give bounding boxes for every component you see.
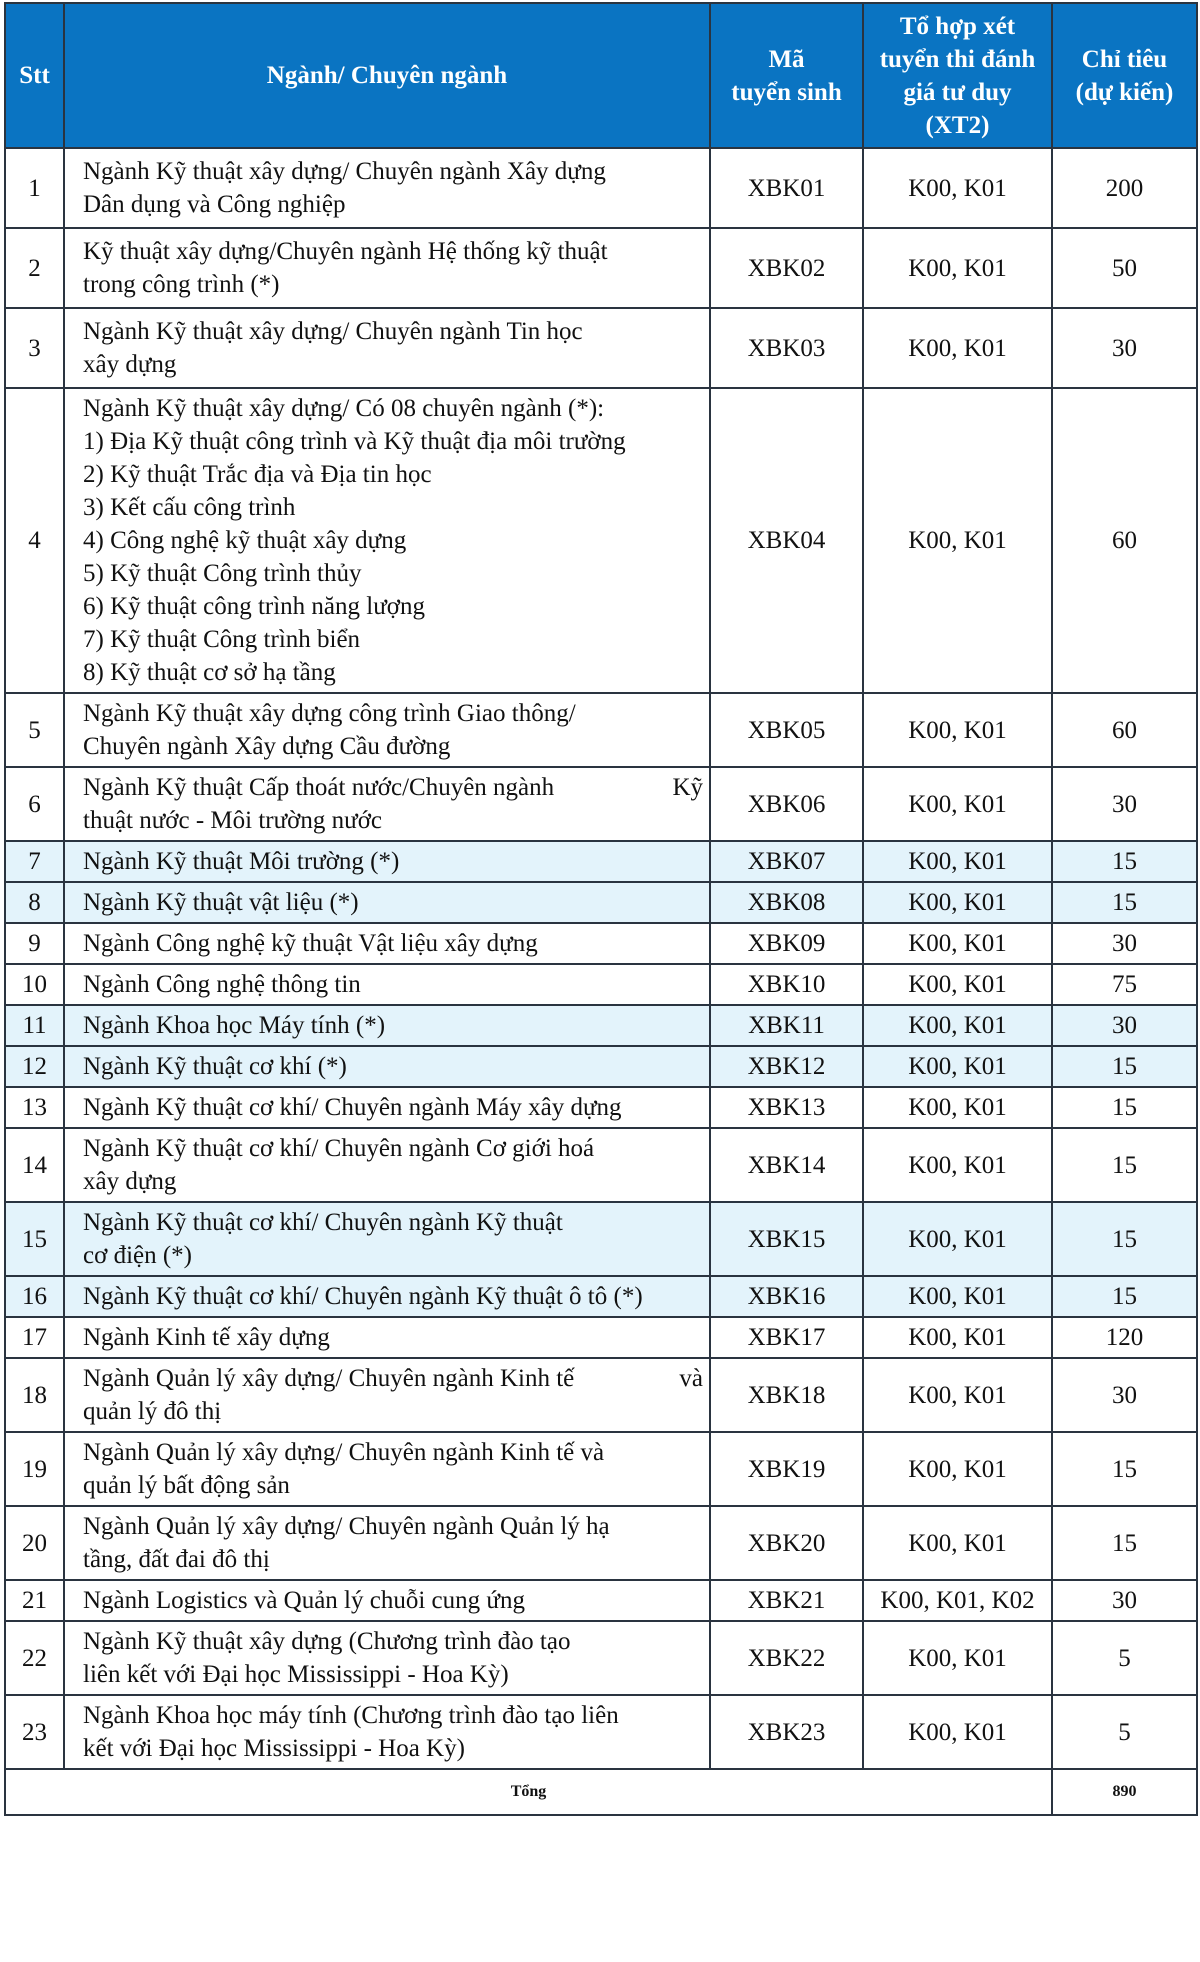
- nganh-line: 7) Kỹ thuật Công trình biển: [83, 626, 361, 653]
- nganh-line: Ngành Kỹ thuật xây dựng/ Có 08 chuyên ngành (*):: [83, 395, 605, 422]
- table-row: [5, 923, 1197, 964]
- row-chi-tieu: 200: [1052, 148, 1197, 228]
- nganh-line: thuật nước - Môi trường nước: [83, 807, 383, 834]
- row-stt: 20: [5, 1506, 64, 1580]
- nganh-line: Ngành Công nghệ thông tin: [83, 971, 361, 998]
- nganh-line-part: và: [679, 1365, 703, 1392]
- header-stt: Stt: [5, 3, 64, 148]
- nganh-line-part: Ngành Quản lý xây dựng/ Chuyên ngành Kinh tế: [83, 1365, 575, 1392]
- row-to-hop: K00, K01: [863, 1276, 1052, 1317]
- row-to-hop: K00, K01: [863, 767, 1052, 841]
- table-row: [5, 1202, 1197, 1276]
- nganh-line: Ngành Kỹ thuật cơ khí/ Chuyên ngành Cơ giới hoá: [83, 1135, 595, 1162]
- nganh-line: Dân dụng và Công nghiệp: [83, 191, 346, 218]
- row-to-hop: K00, K01: [863, 228, 1052, 308]
- table-row: [5, 1432, 1197, 1506]
- nganh-line: Ngành Kỹ thuật xây dựng (Chương trình đào tạo: [83, 1628, 571, 1655]
- row-nganh: [64, 1621, 710, 1695]
- table-row: [5, 1695, 1197, 1769]
- table-row: [5, 1317, 1197, 1358]
- nganh-line: Ngành Kỹ thuật vật liệu (*): [83, 889, 359, 916]
- nganh-line: Ngành Kỹ thuật cơ khí/ Chuyên ngành Kỹ thuật: [83, 1209, 563, 1236]
- nganh-line: Kỹ thuật xây dựng/Chuyên ngành Hệ thống kỹ thuật: [83, 238, 608, 265]
- row-to-hop: K00, K01: [863, 308, 1052, 388]
- row-stt: 17: [5, 1317, 64, 1358]
- table-row: [5, 1128, 1197, 1202]
- row-ma-tuyen-sinh: XBK23: [710, 1695, 863, 1769]
- table-row: [5, 964, 1197, 1005]
- row-nganh: [64, 1046, 710, 1087]
- row-nganh: [64, 767, 710, 841]
- table-row: [5, 693, 1197, 767]
- row-nganh: [64, 1506, 710, 1580]
- row-stt: 11: [5, 1005, 64, 1046]
- nganh-line: Ngành Kỹ thuật xây dựng/ Chuyên ngành Xây dựng: [83, 158, 606, 185]
- row-stt: 9: [5, 923, 64, 964]
- row-stt: 5: [5, 693, 64, 767]
- row-nganh: [64, 1432, 710, 1506]
- row-to-hop: K00, K01: [863, 1358, 1052, 1432]
- header-nganh: Ngành/ Chuyên ngành: [64, 3, 710, 148]
- nganh-line: 4) Công nghệ kỹ thuật xây dựng: [83, 527, 407, 554]
- table-row: [5, 228, 1197, 308]
- nganh-line: 8) Kỹ thuật cơ sở hạ tầng: [83, 659, 336, 686]
- row-ma-tuyen-sinh: XBK04: [710, 388, 863, 693]
- nganh-line: [83, 1362, 703, 1395]
- row-nganh: [64, 841, 710, 882]
- row-stt: 1: [5, 148, 64, 228]
- table-row: [5, 1005, 1197, 1046]
- row-ma-tuyen-sinh: XBK06: [710, 767, 863, 841]
- nganh-line: Ngành Kỹ thuật xây dựng/ Chuyên ngành Tin học: [83, 318, 583, 345]
- nganh-line: Ngành Khoa học máy tính (Chương trình đào tạo liên: [83, 1702, 619, 1729]
- row-chi-tieu: 15: [1052, 1128, 1197, 1202]
- nganh-line: 5) Kỹ thuật Công trình thủy: [83, 560, 362, 587]
- table-row: [5, 308, 1197, 388]
- row-chi-tieu: 15: [1052, 1506, 1197, 1580]
- row-stt: 7: [5, 841, 64, 882]
- table-row: [5, 1358, 1197, 1432]
- nganh-line: Ngành Logistics và Quản lý chuỗi cung ứng: [83, 1587, 525, 1614]
- admission-table-container: [4, 2, 1196, 1816]
- total-label: Tổng: [5, 1769, 1052, 1815]
- total-value: 890: [1052, 1769, 1197, 1815]
- row-ma-tuyen-sinh: XBK09: [710, 923, 863, 964]
- row-nganh: [64, 388, 710, 693]
- row-stt: 13: [5, 1087, 64, 1128]
- row-ma-tuyen-sinh: XBK22: [710, 1621, 863, 1695]
- nganh-line: kết với Đại học Mississippi - Hoa Kỳ): [83, 1735, 465, 1762]
- row-to-hop: K00, K01: [863, 693, 1052, 767]
- row-chi-tieu: 5: [1052, 1695, 1197, 1769]
- nganh-line: [83, 771, 703, 804]
- admission-quota-table: [4, 2, 1198, 1816]
- row-ma-tuyen-sinh: XBK20: [710, 1506, 863, 1580]
- row-ma-tuyen-sinh: XBK18: [710, 1358, 863, 1432]
- row-nganh: [64, 1128, 710, 1202]
- nganh-line: 2) Kỹ thuật Trắc địa và Địa tin học: [83, 461, 432, 488]
- row-to-hop: K00, K01: [863, 1202, 1052, 1276]
- nganh-line: quản lý bất động sản: [83, 1472, 290, 1499]
- nganh-line-part: Ngành Kỹ thuật Cấp thoát nước/Chuyên ngành: [83, 774, 555, 801]
- nganh-line: 1) Địa Kỹ thuật công trình và Kỹ thuật địa môi trường: [83, 428, 626, 455]
- nganh-line: quản lý đô thị: [83, 1398, 222, 1425]
- table-row: [5, 1087, 1197, 1128]
- row-chi-tieu: 120: [1052, 1317, 1197, 1358]
- row-chi-tieu: 15: [1052, 1087, 1197, 1128]
- table-row: [5, 1580, 1197, 1621]
- row-ma-tuyen-sinh: XBK11: [710, 1005, 863, 1046]
- nganh-line: 6) Kỹ thuật công trình năng lượng: [83, 593, 425, 620]
- row-to-hop: K00, K01, K02: [863, 1580, 1052, 1621]
- nganh-line: liên kết với Đại học Mississippi - Hoa Kỳ): [83, 1661, 509, 1688]
- row-stt: 22: [5, 1621, 64, 1695]
- row-ma-tuyen-sinh: XBK05: [710, 693, 863, 767]
- row-chi-tieu: 50: [1052, 228, 1197, 308]
- row-nganh: [64, 1695, 710, 1769]
- row-stt: 3: [5, 308, 64, 388]
- row-to-hop: K00, K01: [863, 923, 1052, 964]
- row-stt: 23: [5, 1695, 64, 1769]
- row-stt: 21: [5, 1580, 64, 1621]
- table-row: [5, 882, 1197, 923]
- nganh-line: xây dựng: [83, 351, 177, 378]
- row-stt: 18: [5, 1358, 64, 1432]
- nganh-line: Ngành Khoa học Máy tính (*): [83, 1012, 386, 1039]
- row-to-hop: K00, K01: [863, 1005, 1052, 1046]
- nganh-line: Ngành Kinh tế xây dựng: [83, 1324, 330, 1351]
- row-to-hop: K00, K01: [863, 882, 1052, 923]
- nganh-line: Ngành Kỹ thuật cơ khí (*): [83, 1053, 347, 1080]
- row-ma-tuyen-sinh: XBK15: [710, 1202, 863, 1276]
- row-to-hop: K00, K01: [863, 841, 1052, 882]
- row-chi-tieu: 15: [1052, 1276, 1197, 1317]
- nganh-line: Ngành Kỹ thuật xây dựng công trình Giao thông/: [83, 700, 576, 727]
- row-to-hop: K00, K01: [863, 964, 1052, 1005]
- row-stt: 15: [5, 1202, 64, 1276]
- row-nganh: [64, 1005, 710, 1046]
- row-stt: 19: [5, 1432, 64, 1506]
- row-stt: 14: [5, 1128, 64, 1202]
- row-chi-tieu: 30: [1052, 1580, 1197, 1621]
- nganh-line: Ngành Công nghệ kỹ thuật Vật liệu xây dựng: [83, 930, 538, 957]
- row-stt: 6: [5, 767, 64, 841]
- row-stt: 16: [5, 1276, 64, 1317]
- row-stt: 10: [5, 964, 64, 1005]
- row-to-hop: K00, K01: [863, 1621, 1052, 1695]
- row-nganh: [64, 1087, 710, 1128]
- row-nganh: [64, 923, 710, 964]
- table-row: [5, 388, 1197, 693]
- row-chi-tieu: 75: [1052, 964, 1197, 1005]
- row-ma-tuyen-sinh: XBK13: [710, 1087, 863, 1128]
- row-chi-tieu: 15: [1052, 841, 1197, 882]
- row-ma-tuyen-sinh: XBK10: [710, 964, 863, 1005]
- row-to-hop: K00, K01: [863, 148, 1052, 228]
- row-ma-tuyen-sinh: XBK02: [710, 228, 863, 308]
- nganh-line-part: Kỹ: [672, 774, 703, 801]
- row-to-hop: K00, K01: [863, 1506, 1052, 1580]
- row-ma-tuyen-sinh: XBK01: [710, 148, 863, 228]
- row-chi-tieu: 60: [1052, 693, 1197, 767]
- row-chi-tieu: 15: [1052, 1046, 1197, 1087]
- row-chi-tieu: 60: [1052, 388, 1197, 693]
- table-row: [5, 767, 1197, 841]
- row-stt: 12: [5, 1046, 64, 1087]
- nganh-line: Chuyên ngành Xây dựng Cầu đường: [83, 733, 451, 760]
- table-header-row: [5, 3, 1197, 148]
- row-ma-tuyen-sinh: XBK21: [710, 1580, 863, 1621]
- header-to-hop: Tổ hợp xét tuyển thi đánh giá tư duy (XT2): [863, 3, 1052, 148]
- row-to-hop: K00, K01: [863, 1087, 1052, 1128]
- row-nganh: [64, 1202, 710, 1276]
- table-row: [5, 1276, 1197, 1317]
- row-to-hop: K00, K01: [863, 388, 1052, 693]
- table-row: [5, 1506, 1197, 1580]
- table-row: [5, 1046, 1197, 1087]
- row-chi-tieu: 30: [1052, 308, 1197, 388]
- table-row: [5, 1621, 1197, 1695]
- row-ma-tuyen-sinh: XBK07: [710, 841, 863, 882]
- nganh-line: Ngành Quản lý xây dựng/ Chuyên ngành Kinh tế và: [83, 1439, 605, 1466]
- row-ma-tuyen-sinh: XBK03: [710, 308, 863, 388]
- row-nganh: [64, 228, 710, 308]
- header-ma-tuyen-sinh: Mã tuyển sinh: [710, 3, 863, 148]
- nganh-line: Ngành Kỹ thuật Môi trường (*): [83, 848, 400, 875]
- row-chi-tieu: 15: [1052, 1202, 1197, 1276]
- nganh-line: 3) Kết cấu công trình: [83, 494, 296, 521]
- row-to-hop: K00, K01: [863, 1317, 1052, 1358]
- row-to-hop: K00, K01: [863, 1695, 1052, 1769]
- row-chi-tieu: 5: [1052, 1621, 1197, 1695]
- nganh-line: trong công trình (*): [83, 271, 280, 298]
- row-stt: 4: [5, 388, 64, 693]
- row-nganh: [64, 1317, 710, 1358]
- row-nganh: [64, 1580, 710, 1621]
- row-nganh: [64, 1358, 710, 1432]
- total-row: [5, 1769, 1197, 1815]
- header-chi-tieu: Chỉ tiêu (dự kiến): [1052, 3, 1197, 148]
- table-row: [5, 148, 1197, 228]
- table-row: [5, 841, 1197, 882]
- table-body: [5, 148, 1197, 1769]
- row-nganh: [64, 882, 710, 923]
- row-chi-tieu: 15: [1052, 1432, 1197, 1506]
- row-stt: 8: [5, 882, 64, 923]
- row-to-hop: K00, K01: [863, 1432, 1052, 1506]
- row-ma-tuyen-sinh: XBK17: [710, 1317, 863, 1358]
- row-chi-tieu: 30: [1052, 767, 1197, 841]
- row-nganh: [64, 308, 710, 388]
- row-ma-tuyen-sinh: XBK16: [710, 1276, 863, 1317]
- row-chi-tieu: 15: [1052, 882, 1197, 923]
- row-chi-tieu: 30: [1052, 1005, 1197, 1046]
- nganh-line: Ngành Kỹ thuật cơ khí/ Chuyên ngành Máy xây dựng: [83, 1094, 622, 1121]
- row-stt: 2: [5, 228, 64, 308]
- row-chi-tieu: 30: [1052, 923, 1197, 964]
- nganh-line: Ngành Kỹ thuật cơ khí/ Chuyên ngành Kỹ thuật ô tô (*): [83, 1283, 643, 1310]
- row-nganh: [64, 1276, 710, 1317]
- nganh-line: xây dựng: [83, 1168, 177, 1195]
- row-nganh: [64, 693, 710, 767]
- row-ma-tuyen-sinh: XBK08: [710, 882, 863, 923]
- row-nganh: [64, 148, 710, 228]
- row-to-hop: K00, K01: [863, 1046, 1052, 1087]
- nganh-line: tầng, đất đai đô thị: [83, 1546, 270, 1573]
- row-ma-tuyen-sinh: XBK19: [710, 1432, 863, 1506]
- nganh-line: cơ điện (*): [83, 1242, 193, 1269]
- nganh-line: Ngành Quản lý xây dựng/ Chuyên ngành Quản lý hạ: [83, 1513, 610, 1540]
- row-ma-tuyen-sinh: XBK14: [710, 1128, 863, 1202]
- row-ma-tuyen-sinh: XBK12: [710, 1046, 863, 1087]
- row-nganh: [64, 964, 710, 1005]
- row-to-hop: K00, K01: [863, 1128, 1052, 1202]
- row-chi-tieu: 30: [1052, 1358, 1197, 1432]
